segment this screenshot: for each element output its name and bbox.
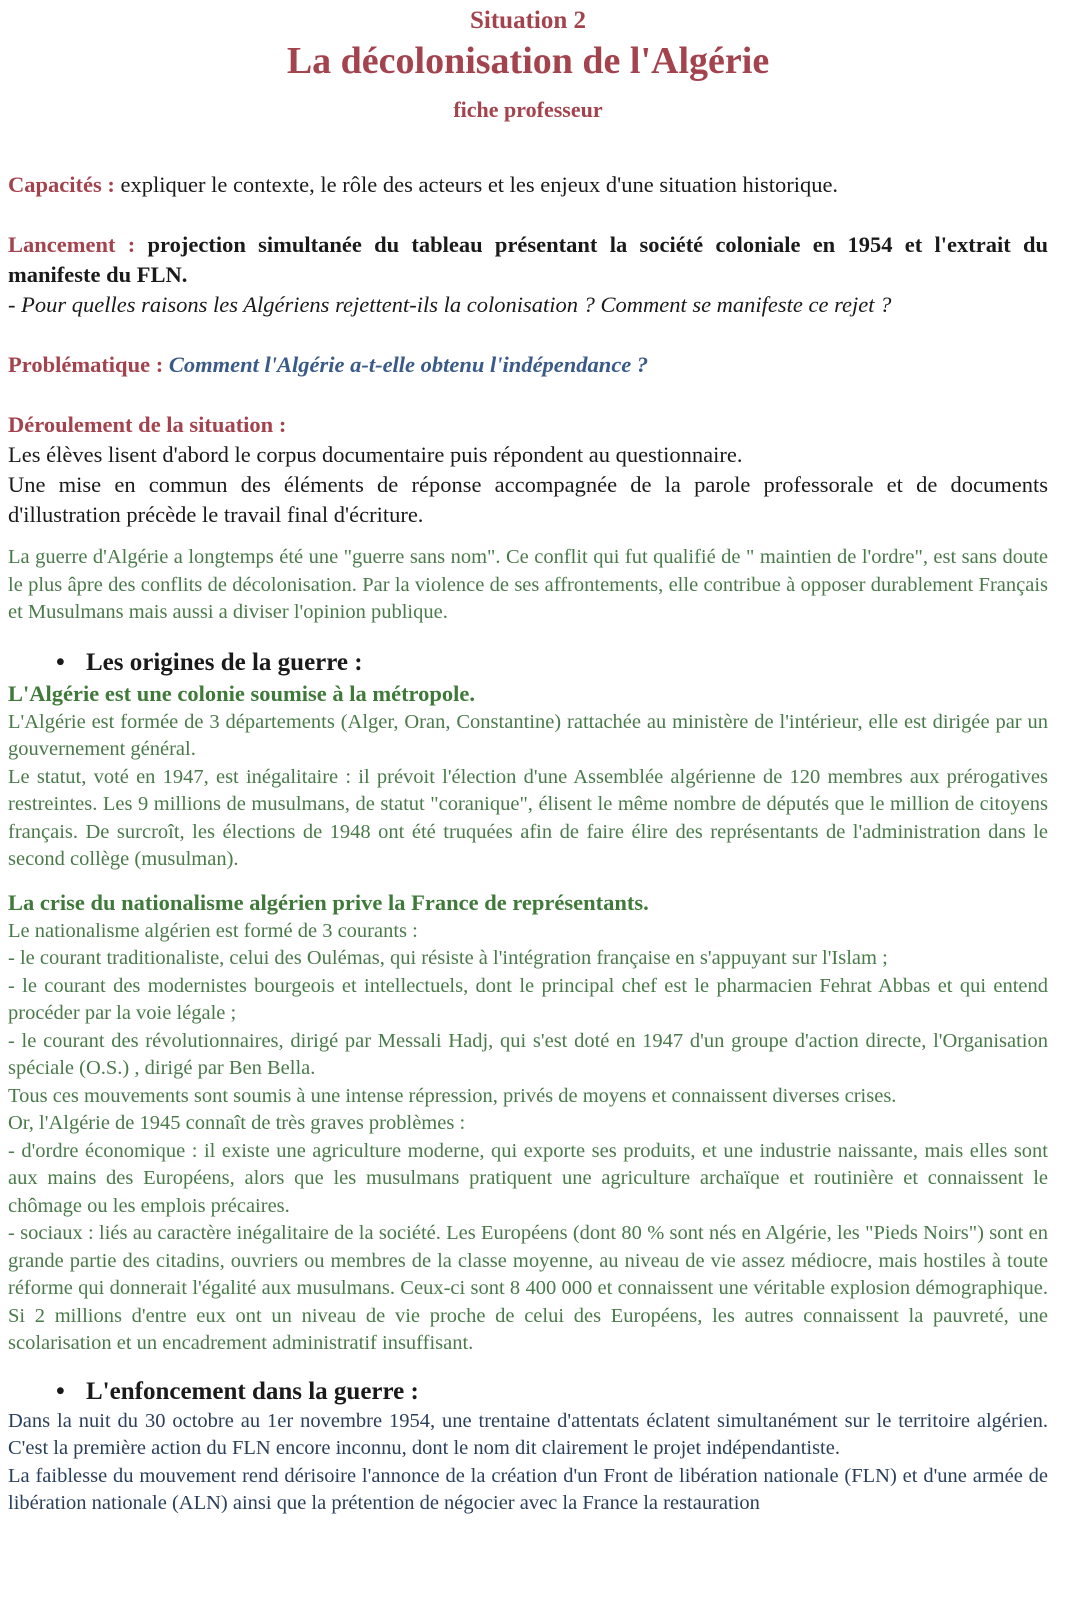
bullet-icon: • — [56, 648, 65, 676]
capacites-paragraph — [8, 170, 1048, 200]
nationalisme-line: - le courant des révolutionnaires, dirigé par Messali Hadj, qui s'est doté en 1947 d'un groupe d'action directe, l'Organisation spéciale (O.S.) , dirigé par Ben Bella. — [8, 1029, 1048, 1079]
nationalisme-line: Tous ces mouvements sont soumis à une intense répression, privés de moyens et connaissent diverses crises. — [8, 1084, 897, 1107]
deroulement-line-2: Une mise en commun des éléments de réponse accompagnée de la parole professorale et de documents d'illustration précède le travail final d'écriture. — [8, 472, 1048, 527]
deroulement-line-1: Les élèves lisent d'abord le corpus documentaire puis répondent au questionnaire. — [8, 442, 743, 467]
subheading-nationalisme: La crise du nationalisme algérien prive la France de représentants. — [8, 889, 649, 915]
lancement-text: projection simultanée du tableau présentant la société coloniale en 1954 et l'extrait du manifeste du FLN. — [8, 232, 1048, 287]
intro-paragraph: La guerre d'Algérie a longtemps été une "guerre sans nom". Ce conflit qui fut qualifié de " maintien de l'ordre", est sans doute le plus âpre des conflits de décolonisation. Par la violence de ses affrontements, elle contribue à opposer durablement Français et Musulmans mais aussi a diviser l'opinion publique. — [8, 546, 1048, 623]
deroulement-label: Déroulement de la situation : — [8, 412, 287, 437]
problematique-paragraph — [8, 350, 1048, 380]
situation-label: Situation 2 — [469, 7, 586, 34]
problematique-label: Problématique : — [8, 352, 164, 377]
capacites-label: Capacités : — [8, 172, 115, 197]
bullet-icon: • — [56, 1377, 65, 1405]
enfoncement-paragraph-2: La faiblesse du mouvement rend dérisoire l'annonce de la création d'un Front de libération nationale (FLN) et d'une armée de libération nationale (ALN) ainsi que la prétention de négocier avec la France la restauration — [8, 1464, 1048, 1514]
origines-paragraph-1: L'Algérie est formée de 3 départements (Alger, Oran, Constantine) rattachée au ministère de l'intérieur, elle est dirigée par un gouvernement général. — [8, 710, 1048, 760]
nationalisme-line: - d'ordre économique : il existe une agriculture moderne, qui exporte ses produits, et une industrie naissante, mais elles sont aux mains des Européens, alors que les musulmans pratiquent une agriculture archaïque et routinière et connaissent le chômage ou les emplois précaires. — [8, 1139, 1048, 1217]
page-subtitle: fiche professeur — [453, 97, 603, 122]
lancement-question: - Pour quelles raisons les Algériens rejettent-ils la colonisation ? Comment se manifeste ce rejet ? — [8, 292, 892, 317]
nationalisme-line: Le nationalisme algérien est formé de 3 courants : — [8, 919, 418, 942]
lancement-paragraph — [8, 230, 1048, 290]
subheading-colonie: L'Algérie est une colonie soumise à la métropole. — [8, 680, 476, 706]
nationalisme-line: Or, l'Algérie de 1945 connaît de très graves problèmes : — [8, 1112, 466, 1134]
capacites-text: expliquer le contexte, le rôle des acteurs et les enjeux d'une situation historique. — [114, 172, 839, 197]
origines-paragraph-2: Le statut, voté en 1947, est inégalitaire : il prévoit l'élection d'une Assemblée algérienne de 120 membres aux prérogatives restreintes. Les 9 millions de musulmans, de statut "coranique", élisent le même nombre de députés que le million de citoyens français. De surcroît, les élections de 1948 ont été truquées afin de faire élire des représentants de l'administration dans le second collège (musulman). — [8, 765, 1048, 870]
nationalisme-line: - sociaux : liés au caractère inégalitaire de la société. Les Européens (dont 80 % sont nés en Algérie, les "Pieds Noirs") sont en grande partie des citadins, ouvriers ou membres de la classe moyenne, au niveau de vie assez médiocre, mais hostiles à toute réforme qui donnerait l'égalité aux musulmans. Ceux-ci sont 8 400 000 et connaissent une véritable explosion démographique. Si 2 millions d'entre eux ont un niveau de vie proche de celui des Européens, les autres connaissent la pauvreté, une scolarisation et un encadrement administratif insuffisant. — [8, 1222, 1048, 1354]
lancement-label: Lancement : — [8, 232, 136, 257]
problematique-text: Comment l'Algérie a-t-elle obtenu l'indépendance ? — [163, 352, 649, 377]
page-title: La décolonisation de l'Algérie — [286, 40, 770, 82]
enfoncement-paragraph-1: Dans la nuit du 30 octobre au 1er novembre 1954, une trentaine d'attentats éclatent simultanément sur le territoire algérien. C'est la première action du FLN encore inconnu, dont le nom dit clairement le projet indépendantiste. — [8, 1409, 1048, 1459]
section-heading-origines: • Les origines de la guerre : — [8, 647, 1048, 679]
nationalisme-line: - le courant traditionaliste, celui des Oulémas, qui résiste à l'intégration française en s'appuyant sur l'Islam ; — [8, 947, 888, 969]
section-heading-enfoncement: • L'enfoncement dans la guerre : — [8, 1376, 1048, 1408]
nationalisme-line: - le courant des modernistes bourgeois et intellectuels, dont le principal chef est le pharmacien Fehrat Abbas et qui entend procéder par la voie légale ; — [8, 974, 1048, 1024]
